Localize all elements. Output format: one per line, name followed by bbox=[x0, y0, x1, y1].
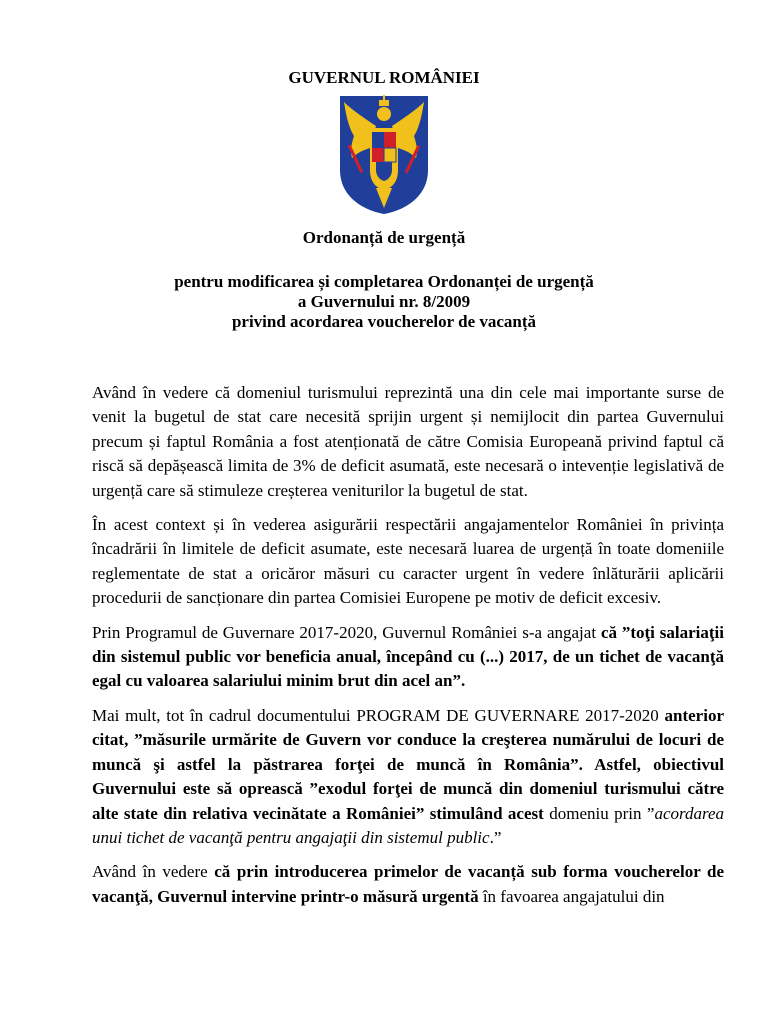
paragraph bbox=[92, 704, 724, 850]
document-type: Ordonanță de urgență bbox=[302, 228, 466, 247]
paragraph: În acest context și în vederea asigurării respectării angajamentelor României în privința încadrării în limitele de deficit asumate, este necesară luarea de urgență în toate domeniile reglementate de stat a oricăror măsuri cu caracter urgent în vedere înlăturării aplicării procedurii de sancționare din partea Comisiei Europene pe motiv de deficit excesiv. bbox=[92, 515, 724, 608]
subject-line: privind acordarea voucherelor de vacanță bbox=[231, 312, 537, 331]
italic-quote: acordarea unui tichet de vacanţă pentru angajaţii din sistemul public bbox=[92, 803, 725, 847]
paragraph-text: în favoarea angajatului din bbox=[478, 886, 665, 906]
subject-line: a Guvernului nr. 8/2009 bbox=[297, 292, 471, 311]
paragraph-text: domeniu prin ” bbox=[543, 803, 655, 823]
subject-line: pentru modificarea și completarea Ordonanței de urgență bbox=[174, 272, 594, 291]
paragraph-text: .” bbox=[489, 827, 502, 847]
bold-text: că prin introducerea primelor de vacanță sub forma voucherelor de vacanţă, Guvernul intervine printr-o măsură urgentă bbox=[92, 862, 724, 906]
document-body bbox=[92, 381, 724, 919]
bold-quote: anterior citat, ”măsurile urmărite de Guvern vor conduce la creşterea numărului de locuri de muncă şi astfel la păstrarea forţei de muncă în România”. Astfel, obiectivul Guvernului este să oprească ”exodul forţei de muncă din domeniul turismului către alte state din relativa vecinătate a României” stimulând acest bbox=[92, 705, 724, 823]
paragraph bbox=[92, 860, 724, 909]
paragraph: Având în vedere că domeniul turismului reprezintă una din cele mai importante surse de venit la bugetul de stat care necesită sprijin urgent și nemijlocit din partea Guvernului precum și faptul România a fost atenționată de către Comisia Europeană privind faptul că riscă să depășească limita de 3% de deficit asumată, este necesară o intevenție legislativă de urgență care să stimuleze creșterea veniturilor la bugetul de stat. bbox=[92, 383, 724, 500]
paragraph bbox=[92, 621, 724, 694]
bold-quote: că ”toţi salariaţii din sistemul public vor beneficia anual, începând cu (...) 2017, de un tichet de vacanţă egal cu valoarea salariului minim brut din acel an”. bbox=[92, 622, 725, 691]
paragraph-text: Având în vedere bbox=[92, 862, 215, 882]
government-title: GUVERNUL ROMÂNIEI bbox=[288, 68, 480, 87]
paragraph-text: Mai mult, tot în cadrul documentului PROGRAM DE GUVERNARE 2017-2020 bbox=[92, 705, 665, 725]
paragraph-text: Prin Programul de Guvernare 2017-2020, Guvernul României s-a angajat bbox=[92, 622, 601, 642]
romania-coat-of-arms-icon bbox=[336, 92, 432, 216]
document-subject bbox=[0, 272, 768, 332]
